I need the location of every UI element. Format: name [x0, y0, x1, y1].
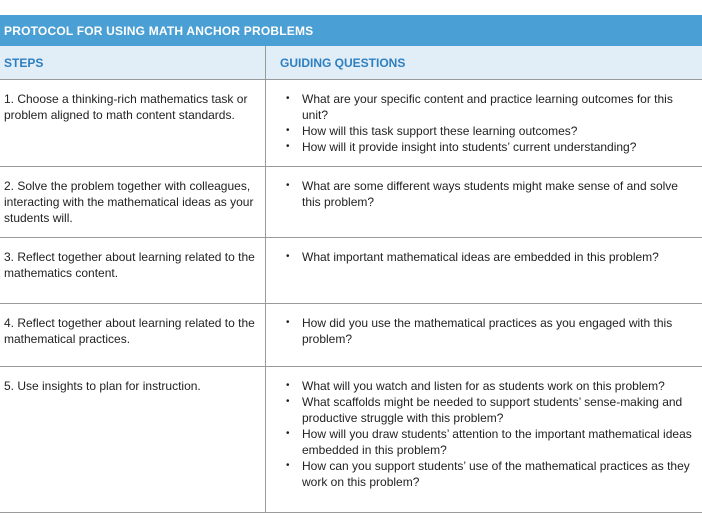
table-header-row	[0, 46, 702, 80]
question-text: What scaffolds might be needed to support students’ sense-making and productive struggle with this problem?	[302, 395, 683, 425]
question-item	[280, 394, 698, 426]
bullet-icon: •	[286, 93, 290, 104]
table-title: PROTOCOL FOR USING MATH ANCHOR PROBLEMS	[0, 15, 702, 46]
question-item	[280, 91, 698, 123]
questions-cell	[266, 304, 702, 366]
questions-cell	[266, 167, 702, 237]
bullet-icon: •	[286, 180, 290, 191]
bullet-icon: •	[286, 380, 290, 391]
question-text: What will you watch and listen for as students work on this problem?	[302, 379, 665, 393]
bullet-icon: •	[286, 396, 290, 407]
bullet-icon: •	[286, 125, 290, 136]
question-item	[280, 123, 698, 139]
step-cell: 4. Reflect together about learning related to the mathematical practices.	[0, 304, 266, 366]
question-text: What are your specific content and practice learning outcomes for this unit?	[302, 92, 673, 122]
question-item	[280, 458, 698, 490]
question-text: How will this task support these learning outcomes?	[302, 124, 578, 138]
question-text: How can you support students’ use of the mathematical practices as they work on this problem?	[302, 459, 690, 489]
question-text: What are some different ways students might make sense of and solve this problem?	[302, 179, 678, 209]
question-item	[280, 139, 698, 155]
bullet-icon: •	[286, 317, 290, 328]
questions-cell	[266, 367, 702, 512]
step-cell: 3. Reflect together about learning related to the mathematics content.	[0, 238, 266, 303]
protocol-table	[0, 15, 702, 513]
step-cell: 1. Choose a thinking-rich mathematics task or problem aligned to math content standards.	[0, 80, 266, 166]
steps-column-header: STEPS	[0, 46, 266, 79]
question-text: How will you draw students’ attention to the important mathematical ideas embedded in this problem?	[302, 427, 692, 457]
bullet-icon: •	[286, 428, 290, 439]
question-item	[280, 249, 698, 265]
question-item	[280, 178, 698, 210]
question-item	[280, 378, 698, 394]
step-cell: 5. Use insights to plan for instruction.	[0, 367, 266, 512]
questions-cell	[266, 238, 702, 303]
table-row	[0, 304, 702, 367]
table-row	[0, 167, 702, 238]
step-cell: 2. Solve the problem together with colleagues, interacting with the mathematical ideas as your students will.	[0, 167, 266, 237]
question-item	[280, 426, 698, 458]
bullet-icon: •	[286, 141, 290, 152]
question-text: How will it provide insight into students’ current understanding?	[302, 140, 637, 154]
question-item	[280, 315, 698, 347]
bullet-icon: •	[286, 460, 290, 471]
guiding-questions-column-header: GUIDING QUESTIONS	[280, 55, 406, 70]
questions-cell	[266, 80, 702, 166]
bullet-icon: •	[286, 251, 290, 262]
table-row	[0, 238, 702, 304]
question-text: What important mathematical ideas are embedded in this problem?	[302, 250, 659, 264]
table-row	[0, 80, 702, 167]
question-text: How did you use the mathematical practices as you engaged with this problem?	[302, 316, 673, 346]
table-row	[0, 367, 702, 513]
